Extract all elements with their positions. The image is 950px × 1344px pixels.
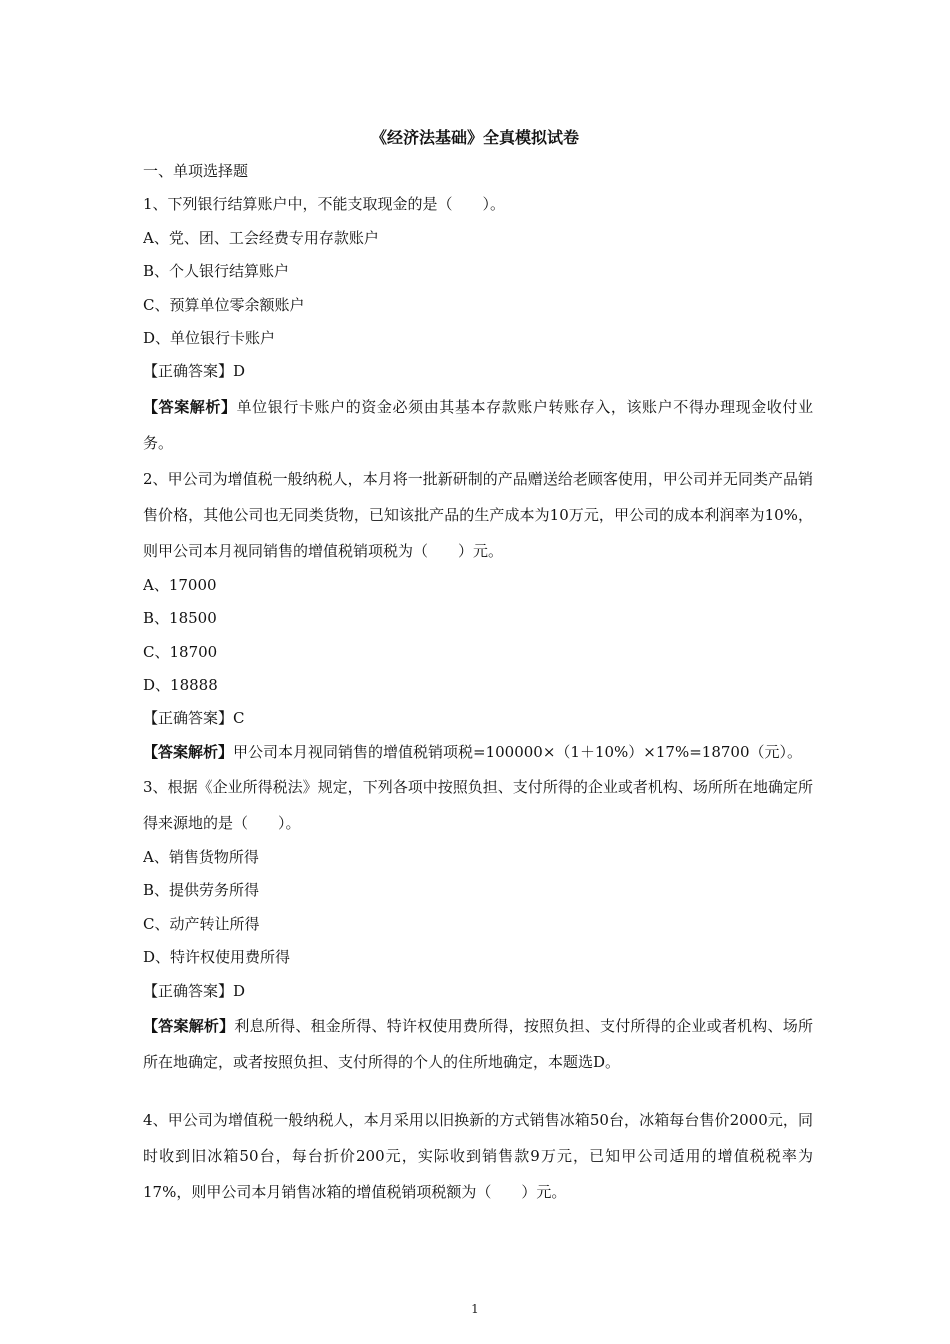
section-heading: 一、单项选择题 <box>143 162 249 180</box>
analysis-label: 【答案解析】 <box>143 1017 235 1036</box>
question-3-option-d: D、特许权使用费所得 <box>143 948 291 967</box>
question-4-stem: 4、甲公司为增值税一般纳税人，本月采用以旧换新的方式销售冰箱50台，冰箱每台售价2000元，同时收到旧冰箱50台，每台折价200元，实际收到销售款9万元，已知甲公司适用的增值税税率为17%，则甲公司本月销售冰箱的增值税销项税额为（ ）元。 <box>143 1111 813 1202</box>
document-body <box>143 155 813 1210</box>
question-3-answer <box>143 975 813 1008</box>
analysis-text: 甲公司本月视同销售的增值税销项税=100000×（1＋10%）×17%=18700（元）。 <box>233 742 802 761</box>
question-2-stem: 2、甲公司为增值税一般纳税人，本月将一批新研制的产品赠送给老顾客使用，甲公司并无同类产品销售价格，其他公司也无同类货物，已知该批产品的生产成本为10万元，甲公司的成本利润率为10%，则甲公司本月视同销售的增值税销项税为（ ）元。 <box>143 469 813 560</box>
question-1-analysis <box>143 389 813 461</box>
answer-value: D <box>233 362 246 381</box>
question-3-option-c: C、动产转让所得 <box>143 914 260 933</box>
question-2-option-a: A、17000 <box>143 575 217 594</box>
analysis-text: 单位银行卡账户的资金必须由其基本存款账户转账存入，该账户不得办理现金收付业务。 <box>143 397 813 452</box>
answer-value: C <box>233 709 245 728</box>
answer-label: 【正确答案】 <box>143 709 234 728</box>
question-3-stem: 3、根据《企业所得税法》规定，下列各项中按照负担、支付所得的企业或者机构、场所所在地确定所得来源地的是（ ）。 <box>143 778 813 833</box>
question-2-answer <box>143 702 813 735</box>
analysis-text: 利息所得、租金所得、特许权使用费所得，按照负担、支付所得的企业或者机构、场所所在地确定，或者按照负担、支付所得的个人的住所地确定，本题选D。 <box>143 1017 813 1072</box>
question-2-analysis <box>143 736 813 769</box>
question-3-analysis <box>143 1008 813 1080</box>
question-2-option-d: D、18888 <box>143 675 218 694</box>
analysis-label: 【答案解析】 <box>143 397 237 416</box>
question-1-option-b: B、个人银行结算账户 <box>143 262 290 281</box>
answer-value: D <box>233 981 246 1000</box>
analysis-label: 【答案解析】 <box>143 742 234 761</box>
document-title: 《经济法基础》全真模拟试卷 <box>370 128 579 147</box>
question-1-option-a: A、党、团、工会经费专用存款账户 <box>143 228 379 247</box>
question-3-option-b: B、提供劳务所得 <box>143 881 260 900</box>
answer-label: 【正确答案】 <box>143 981 234 1000</box>
question-1-option-c: C、预算单位零余额账户 <box>143 295 305 314</box>
answer-label: 【正确答案】 <box>143 362 234 381</box>
question-1-stem: 1、下列银行结算账户中，不能支取现金的是（ ）。 <box>143 195 506 214</box>
question-2-option-b: B、18500 <box>143 609 217 628</box>
question-1-option-d: D、单位银行卡账户 <box>143 328 276 347</box>
question-3-option-a: A、销售货物所得 <box>143 848 259 867</box>
question-2-option-c: C、18700 <box>143 642 218 661</box>
page-number: 1 <box>471 1302 479 1316</box>
question-1-answer <box>143 355 813 388</box>
